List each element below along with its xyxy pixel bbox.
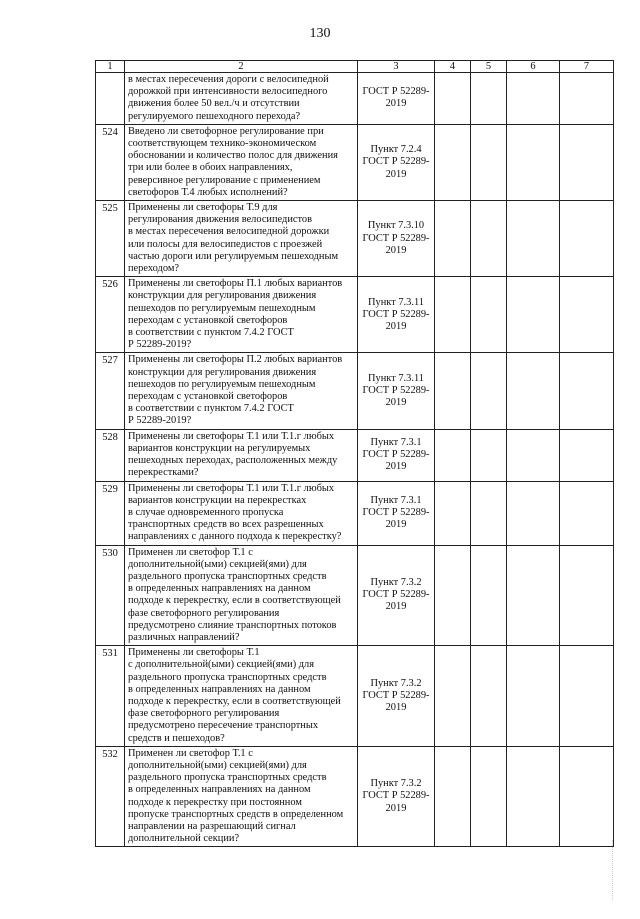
row-reference: Пункт 7.3.11 ГОСТ Р 52289- 2019: [358, 353, 435, 429]
header-col-3: 3: [358, 61, 435, 73]
row-reference: ГОСТ Р 52289- 2019: [358, 73, 435, 125]
row-number: 524: [96, 124, 125, 200]
cell-col-5: [471, 746, 507, 847]
cell-col-6: [507, 646, 560, 747]
cell-col-4: [435, 646, 471, 747]
row-reference: Пункт 7.3.1 ГОСТ Р 52289- 2019: [358, 481, 435, 545]
header-col-5: 5: [471, 61, 507, 73]
cell-col-7: [560, 277, 614, 353]
row-number: 527: [96, 353, 125, 429]
cell-col-6: [507, 201, 560, 277]
cell-col-5: [471, 481, 507, 545]
cell-col-7: [560, 73, 614, 125]
cell-col-5: [471, 73, 507, 125]
cell-col-4: [435, 481, 471, 545]
row-number: 525: [96, 201, 125, 277]
cell-col-6: [507, 481, 560, 545]
cell-col-5: [471, 646, 507, 747]
table-row: [96, 746, 614, 847]
row-reference: Пункт 7.3.2 ГОСТ Р 52289- 2019: [358, 746, 435, 847]
cell-col-4: [435, 429, 471, 481]
cell-col-6: [507, 353, 560, 429]
table-row: [96, 646, 614, 747]
cell-col-6: [507, 73, 560, 125]
cell-col-7: [560, 124, 614, 200]
header-col-2: 2: [125, 61, 358, 73]
cell-col-5: [471, 277, 507, 353]
table-row: [96, 545, 614, 646]
cell-col-7: [560, 545, 614, 646]
cell-col-4: [435, 201, 471, 277]
cell-col-4: [435, 746, 471, 847]
scan-artifact: [612, 840, 614, 900]
cell-col-7: [560, 481, 614, 545]
cell-col-5: [471, 545, 507, 646]
table-row: [96, 429, 614, 481]
row-question: Применены ли светофоры Т.9 для регулирования движения велосипедистов в местах пересечения велосипедной дорожки или полосы для велосипедистов с проезжей частью дороги или регулируемым пешеходным переходом?: [125, 201, 358, 277]
row-question: Введено ли светофорное регулирование при соответствующем технико-экономическом обосновании и количество полос для движения три или более в обоих направлениях, реверсивное регулирование с применением светофоров Т.4 любых исполнений?: [125, 124, 358, 200]
row-question: Применены ли светофоры Т.1 или Т.1.г любых вариантов конструкции на регулируемых пешеходных переходах, расположенных между перекрестками?: [125, 429, 358, 481]
cell-col-6: [507, 277, 560, 353]
cell-col-6: [507, 124, 560, 200]
row-reference: Пункт 7.3.2 ГОСТ Р 52289- 2019: [358, 545, 435, 646]
cell-col-4: [435, 124, 471, 200]
cell-col-6: [507, 545, 560, 646]
row-reference: Пункт 7.3.11 ГОСТ Р 52289- 2019: [358, 277, 435, 353]
row-question: в местах пересечения дороги с велосипедной дорожкой при интенсивности велосипедного движения более 50 вел./ч и отсутствии регулируемого пешеходного перехода?: [125, 73, 358, 125]
row-reference: Пункт 7.3.1 ГОСТ Р 52289- 2019: [358, 429, 435, 481]
row-number: 526: [96, 277, 125, 353]
header-col-7: 7: [560, 61, 614, 73]
header-col-6: 6: [507, 61, 560, 73]
table-row: [96, 201, 614, 277]
cell-col-4: [435, 73, 471, 125]
header-col-4: 4: [435, 61, 471, 73]
row-number: 530: [96, 545, 125, 646]
row-number: 531: [96, 646, 125, 747]
cell-col-5: [471, 201, 507, 277]
cell-col-4: [435, 353, 471, 429]
header-col-1: 1: [96, 61, 125, 73]
cell-col-7: [560, 201, 614, 277]
table-row: [96, 124, 614, 200]
cell-col-7: [560, 746, 614, 847]
cell-col-6: [507, 429, 560, 481]
table-row: [96, 73, 614, 125]
row-reference: Пункт 7.3.10 ГОСТ Р 52289- 2019: [358, 201, 435, 277]
row-question: Применены ли светофоры Т.1 или Т.1.г любых вариантов конструкции на перекрестках в случае одновременного пропуска транспортных средств во всех разрешенных направлениях с данного подхода к перекрестку?: [125, 481, 358, 545]
row-question: Применены ли светофоры П.2 любых вариантов конструкции для регулирования движения пешеходов по регулируемым пешеходным переходам с установкой светофоров в соответствии с пунктом 7.4.2 ГОСТ Р 52289-2019?: [125, 353, 358, 429]
cell-col-5: [471, 124, 507, 200]
row-question: Применен ли светофор Т.1 с дополнительной(ыми) секцией(ями) для раздельного пропуска транспортных средств в определенных направлениях на данном подходе к перекрестку при постоянном пропуске транспортных средств в определенном направлении на разрешающий сигнал дополнительной секции?: [125, 746, 358, 847]
row-question: Применены ли светофоры Т.1 с дополнительной(ыми) секцией(ями) для раздельного пропуска транспортных средств в определенных направлениях на данном подходе к перекрестку, если в соответствующей фазе светофорного регулирования предусмотрено пересечение транспортных средств и пешеходов?: [125, 646, 358, 747]
row-reference: Пункт 7.3.2 ГОСТ Р 52289- 2019: [358, 646, 435, 747]
cell-col-5: [471, 353, 507, 429]
cell-col-7: [560, 429, 614, 481]
cell-col-5: [471, 429, 507, 481]
cell-col-4: [435, 277, 471, 353]
row-reference: Пункт 7.2.4 ГОСТ Р 52289- 2019: [358, 124, 435, 200]
row-number: 528: [96, 429, 125, 481]
row-question: Применен ли светофор Т.1 с дополнительной(ыми) секцией(ями) для раздельного пропуска транспортных средств в определенных направлениях на данном подходе к перекрестку, если в соответствующей фазе светофорного регулирования предусмотрено слияние транспортных потоков различных направлений?: [125, 545, 358, 646]
cell-col-7: [560, 353, 614, 429]
table-row: [96, 481, 614, 545]
row-number: [96, 73, 125, 125]
table-row: [96, 353, 614, 429]
cell-col-6: [507, 746, 560, 847]
row-number: 532: [96, 746, 125, 847]
row-number: 529: [96, 481, 125, 545]
cell-col-4: [435, 545, 471, 646]
cell-col-7: [560, 646, 614, 747]
row-question: Применены ли светофоры П.1 любых вариантов конструкции для регулирования движения пешеходов по регулируемым пешеходным переходам с установкой светофоров в соответствии с пунктом 7.4.2 ГОСТ Р 52289-2019?: [125, 277, 358, 353]
table-row: [96, 277, 614, 353]
checklist-table: [95, 60, 614, 847]
header-row: [96, 61, 614, 73]
page-number: 130: [309, 26, 331, 41]
